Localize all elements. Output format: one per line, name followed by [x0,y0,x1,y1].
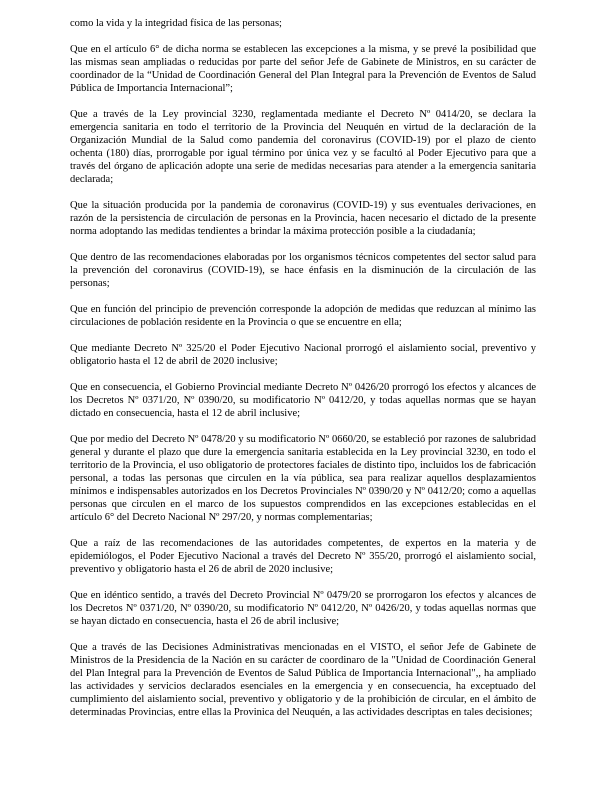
paragraph: Que a raíz de las recomendaciones de las autoridades competentes, de expertos en la materia y de epidemiólogos, el Poder Ejecutivo Nacional a través del Decreto Nº 355/20, prorrogó el aislamiento social, preventivo y obligatorio hasta el 26 de abril de 2020 inclusive; [70,538,536,575]
paragraph: Que a través de la Ley provincial 3230, reglamentada mediante el Decreto Nº 0414/20, se declara la emergencia sanitaria en todo el territorio de la Provincia del Neuquén en virtud de la declaración de la Organización Mundial de la Salud como pandemia del coronavirus (COVID-19) por el plazo de ciento ochenta (180) días, prorrogable por igual término por única vez y se facultó al Poder Ejecutivo para que a través del órgano de aplicación adopte una serie de medidas necesarias para atender a la emergencia sanitaria declarada; [70,109,536,185]
paragraph: Que mediante Decreto Nº 325/20 el Poder Ejecutivo Nacional prorrogó el aislamiento social, preventivo y obligatorio hasta el 12 de abril de 2020 inclusive; [70,343,536,367]
paragraph: Que por medio del Decreto Nº 0478/20 y su modificatorio Nº 0660/20, se estableció por razones de salubridad general y durante el plazo que dure la emergencia sanitaria establecida en la Ley provincial 3230, en todo el territorio de la Provincia, el uso obligatorio de protectores faciales de distinto tipo, incluidos los de fabricación personal, a todas las personas que circulen en la vía pública, sea para realizar aquellos desplazamientos mínimos e indispensables autorizados en los Decretos Provinciales Nº 0390/20 y Nº 0412/20; como a aquellas personas que circulen en el marco de los supuestos comprendidos en las excepciones establecidas en el artículo 6° del Decreto Nacional Nº 297/20, y normas complementarias; [70,434,536,523]
paragraph: Que dentro de las recomendaciones elaboradas por los organismos técnicos competentes del sector salud para la prevención del coronavirus (COVID-19), se hace énfasis en la disminución de la circulación de las personas; [70,252,536,289]
paragraph: Que en consecuencia, el Gobierno Provincial mediante Decreto Nº 0426/20 prorrogó los efectos y alcances de los Decretos Nº 0371/20, Nº 0390/20, su modificatorio Nº 0412/20, y todas aquellas normas que se hayan dictado en consecuencia, hasta el 12 de abril inclusive; [70,382,536,419]
document-body [70,17,536,732]
paragraph: Que en el artículo 6° de dicha norma se establecen las excepciones a la misma, y se prevé la posibilidad que las mismas sean ampliadas o reducidas por parte del señor Jefe de Gabinete de Ministros, en su carácter de coordinador de la “Unidad de Coordinación General del Plan Integral para la Prevención de Eventos de Salud Pública de Importancia Internacional”; [70,44,536,94]
paragraph: Que en función del principio de prevención corresponde la adopción de medidas que reduzcan al mínimo las circulaciones de población residente en la Provincia o que se encuentre en ella; [70,304,536,328]
paragraph: Que en idéntico sentido, a través del Decreto Provincial Nº 0479/20 se prorrogaron los efectos y alcances de los Decretos Nº 0371/20, Nº 0390/20, su modificatorio Nº 0412/20, Nº 0426/20, y todas aquellas normas que se hayan dictado en consecuencia, hasta el 26 de abril inclusive; [70,590,536,627]
paragraph: Que la situación producida por la pandemia de coronavirus (COVID-19) y sus eventuales derivaciones, en razón de la persistencia de circulación de personas en la Provincia, hacen necesario el dictado de la presente norma adoptando las medidas tendientes a brindar la máxima protección posible a la ciudadanía; [70,200,536,237]
paragraph: como la vida y la integridad física de las personas; [70,18,282,29]
paragraph: Que a través de las Decisiones Administrativas mencionadas en el VISTO, el señor Jefe de Gabinete de Ministros de la Presidencia de la Nación en su carácter de coordinaro de la "Unidad de Coordinación General del Plan Integral para la Prevención de Eventos de Salud Pública de Importancia Internacional",, ha ampliado las actividades y servicios declarados esenciales en la emergencia y en consecuencia, ha exceptuado del cumplimiento del aislamiento social, preventivo y obligatorio y de la prohibición de circular, en el ámbito de determinadas Provincias, entre ellas la Provinica del Neuquén, a las actividades descriptas en tales decisiones; [70,642,536,718]
